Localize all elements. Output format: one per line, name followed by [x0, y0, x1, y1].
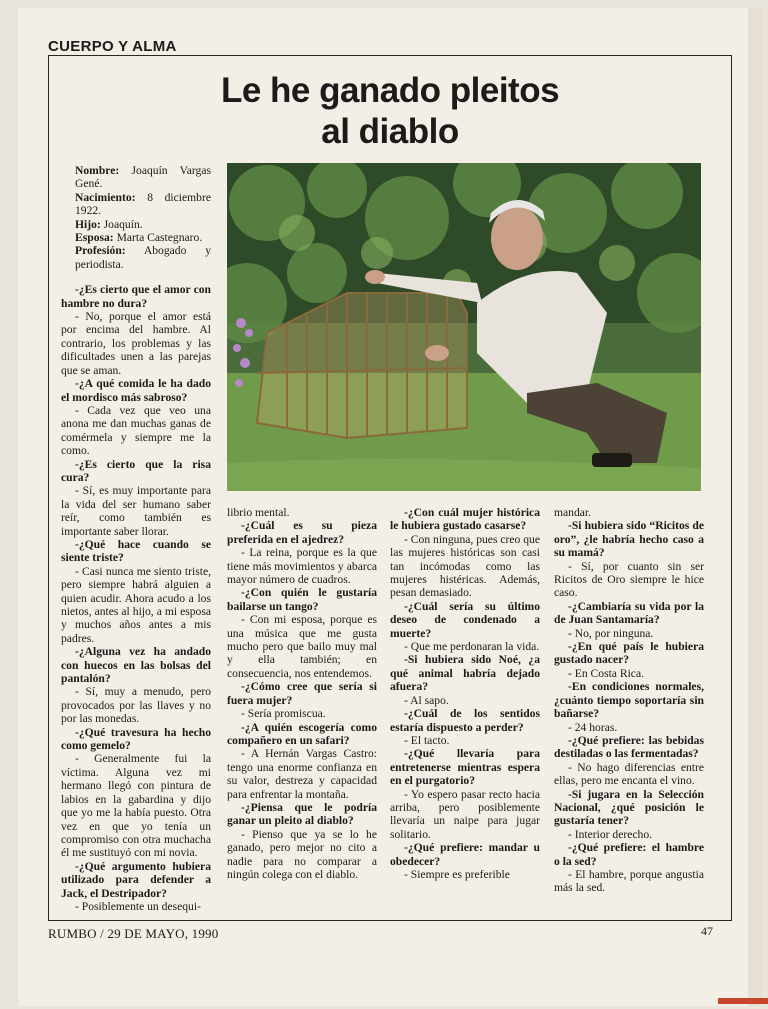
interview-answer: - Que me perdonaran la vida.: [404, 640, 540, 654]
bio-son: Hijo: Joaquín.: [75, 217, 143, 231]
interview-question: -¿Cómo cree que sería si fuera mujer?: [227, 680, 377, 707]
interview-question: -¿Cuál sería su último deseo de condenado a muerte?: [390, 599, 540, 640]
photo-man-with-birdcage: [227, 163, 701, 491]
column-2: [227, 506, 377, 881]
interview-answer: - Sí, por cuanto sin ser Ricitos de Oro siempre le hice caso.: [554, 559, 704, 600]
interview-answer: - Con mi esposa, porque es una música que me gusta mucho pero que bailo muy mal y ella también; en consecuencia, nos entendemos.: [227, 613, 377, 680]
bio-birth: Nacimiento: 8 diciembre 1922.: [75, 190, 211, 218]
column-3: [390, 506, 540, 881]
interview-answer: - La reina, porque es la que tiene más movimientos y abarca mayor número de cuadros.: [227, 546, 377, 587]
interview-answer: - Generalmente fui la víctima. Alguna vez mi hermano llegó con pintura de labios en la gabardina y dijo que yo me la había puesto. Otra vez en que yo tenía un compromiso con otra muchacha él me sustituyó con mi novia.: [61, 752, 211, 860]
article-frame: [48, 55, 732, 921]
interview-question: -Si jugara en la Selección Nacional, ¿qué posición le gustaría tener?: [554, 787, 704, 828]
interview-question: -En condiciones normales, ¿cuánto tiempo soportaría sin bañarse?: [554, 680, 704, 721]
interview-question: -¿Piensa que le podría ganar un pleito al diablo?: [227, 800, 377, 828]
interview-question: -¿Cuál de los sentidos estaría dispuesto a perder?: [390, 707, 540, 734]
interview-question: -¿Qué prefiere: mandar u obedecer?: [390, 841, 540, 868]
title-line-2: al diablo: [321, 112, 459, 151]
red-page-mark: [718, 998, 768, 1004]
interview-question: -¿Con cuál mujer histórica le hubiera gustado casarse?: [390, 506, 540, 533]
interview-question: -¿Qué llevaría para entretenerse mientras espera en el purgatorio?: [390, 747, 540, 788]
interview-question: -¿Qué travesura ha hecho como gemelo?: [61, 725, 211, 753]
interview-answer: - Sería promiscua.: [241, 707, 326, 721]
interview-answer: - Pienso que ya se lo he ganado, pero mejor no cito a nadie para no comparar a ningún colega con el diablo.: [227, 827, 377, 881]
interview-question: -¿Qué hace cuando se siente triste?: [61, 537, 211, 565]
interview-answer: - Sí, es muy importante para la vida del ser humano saber reír, como también es importante saber llorar.: [61, 484, 211, 538]
interview-answer: - 24 horas.: [568, 720, 618, 734]
interview-answer: - Cada vez que veo una anona me dan muchas ganas de comérmela y siempre me la como.: [61, 403, 211, 458]
section-heading: CUERPO Y ALMA: [48, 38, 177, 55]
interview-answer: - El tacto.: [404, 733, 450, 747]
interview-answer: mandar.: [554, 506, 592, 519]
page-number: 47: [701, 924, 713, 938]
column-1: [61, 164, 211, 913]
interview-question: -Si hubiera sido “Ricitos de oro”, ¿le habría hecho caso a su mamá?: [554, 519, 704, 560]
footer-publication-date: RUMBO / 29 DE MAYO, 1990: [48, 926, 219, 941]
interview-answer: - Con ninguna, pues creo que las mujeres históricas son casi tan incómodas como las mujeres histéricas. Además, pesan demasiado.: [390, 532, 540, 600]
interview-answer: - No, por ninguna.: [568, 626, 654, 640]
interview-answer: - Casi nunca me siento triste, pero siempre habrá alguien a quien acudir. Ahora acudo a los nietos, antes al hijo, a mi esposa y muchos años antes a mis padres.: [61, 564, 211, 645]
interview-answer: librio mental.: [227, 506, 290, 519]
interview-question: -¿A quién escogería como compañero en un safari?: [227, 720, 377, 747]
interview-answer: - No hago diferencias entre ellas, pero me encanta el vino.: [554, 760, 704, 788]
bio-name: Nombre: Joaquín Vargas Gené.: [75, 164, 211, 191]
interview-answer: - No, porque el amor está por encima del hambre. Al contrario, los problemas y las dificultades unen a las parejas que se aman.: [61, 310, 211, 377]
interview-question: -¿Qué argumento hubiera utilizado para defender a Jack, el Destripador?: [61, 859, 211, 900]
bio-block: [61, 164, 211, 271]
interview-question: -¿Con quién le gustaría bailarse un tango?: [227, 586, 377, 613]
interview-question: -¿A qué comida le ha dado el mordisco más sabroso?: [61, 377, 211, 404]
interview-answer: - A Hernán Vargas Castro: tengo una enorme confianza en su valor, destreza y capacidad para enfrentar la montaña.: [227, 747, 377, 801]
interview-question: -¿Es cierto que el amor con hambre no dura?: [61, 283, 211, 310]
page-edge: [748, 8, 762, 1006]
interview-answer: - Sí, muy a menudo, pero provocados por las llaves y no por las monedas.: [61, 685, 211, 726]
photo-illustration: [227, 163, 701, 491]
interview-question: -Si hubiera sido Noé, ¿a qué animal habría dejado afuera?: [390, 653, 540, 694]
interview-answer: - Al sapo.: [404, 693, 449, 707]
interview-question: -¿Alguna vez ha andado con huecos en las bolsas del pantalón?: [61, 645, 211, 686]
interview-question: -¿Qué prefiere: las bebidas destiladas o las fermentadas?: [554, 733, 704, 761]
interview-answer: - Siempre es preferible: [404, 867, 510, 881]
interview-answer: - El hambre, porque angustia más la sed.: [554, 867, 704, 895]
interview-question: -¿En qué país le hubiera gustado nacer?: [554, 640, 704, 667]
interview-question: -¿Es cierto que la risa cura?: [61, 457, 211, 484]
article-title: [49, 70, 731, 152]
interview-question: -¿Cambiaría su vida por la de Juan Santamaría?: [554, 599, 704, 627]
column-1-body: [61, 283, 211, 913]
interview-answer: - Posiblemente un desequi-: [75, 899, 201, 913]
interview-question: -¿Qué prefiere: el hambre o la sed?: [554, 841, 704, 868]
column-4: [554, 506, 704, 895]
magazine-page: [18, 8, 762, 1006]
interview-question: -¿Cuál es su pieza preferida en el ajedrez?: [227, 519, 377, 546]
interview-answer: - Interior derecho.: [568, 827, 653, 841]
interview-answer: - Yo espero pasar recto hacia arriba, pero posiblemente llevaría un naipe para jugar solitario.: [390, 787, 540, 841]
title-line-1: Le he ganado pleitos: [220, 71, 560, 110]
interview-answer: - En Costa Rica.: [568, 666, 644, 680]
bio-profession: Profesión: Abogado y periodista.: [75, 244, 212, 271]
bio-wife: Esposa: Marta Castegnaro.: [75, 231, 203, 245]
